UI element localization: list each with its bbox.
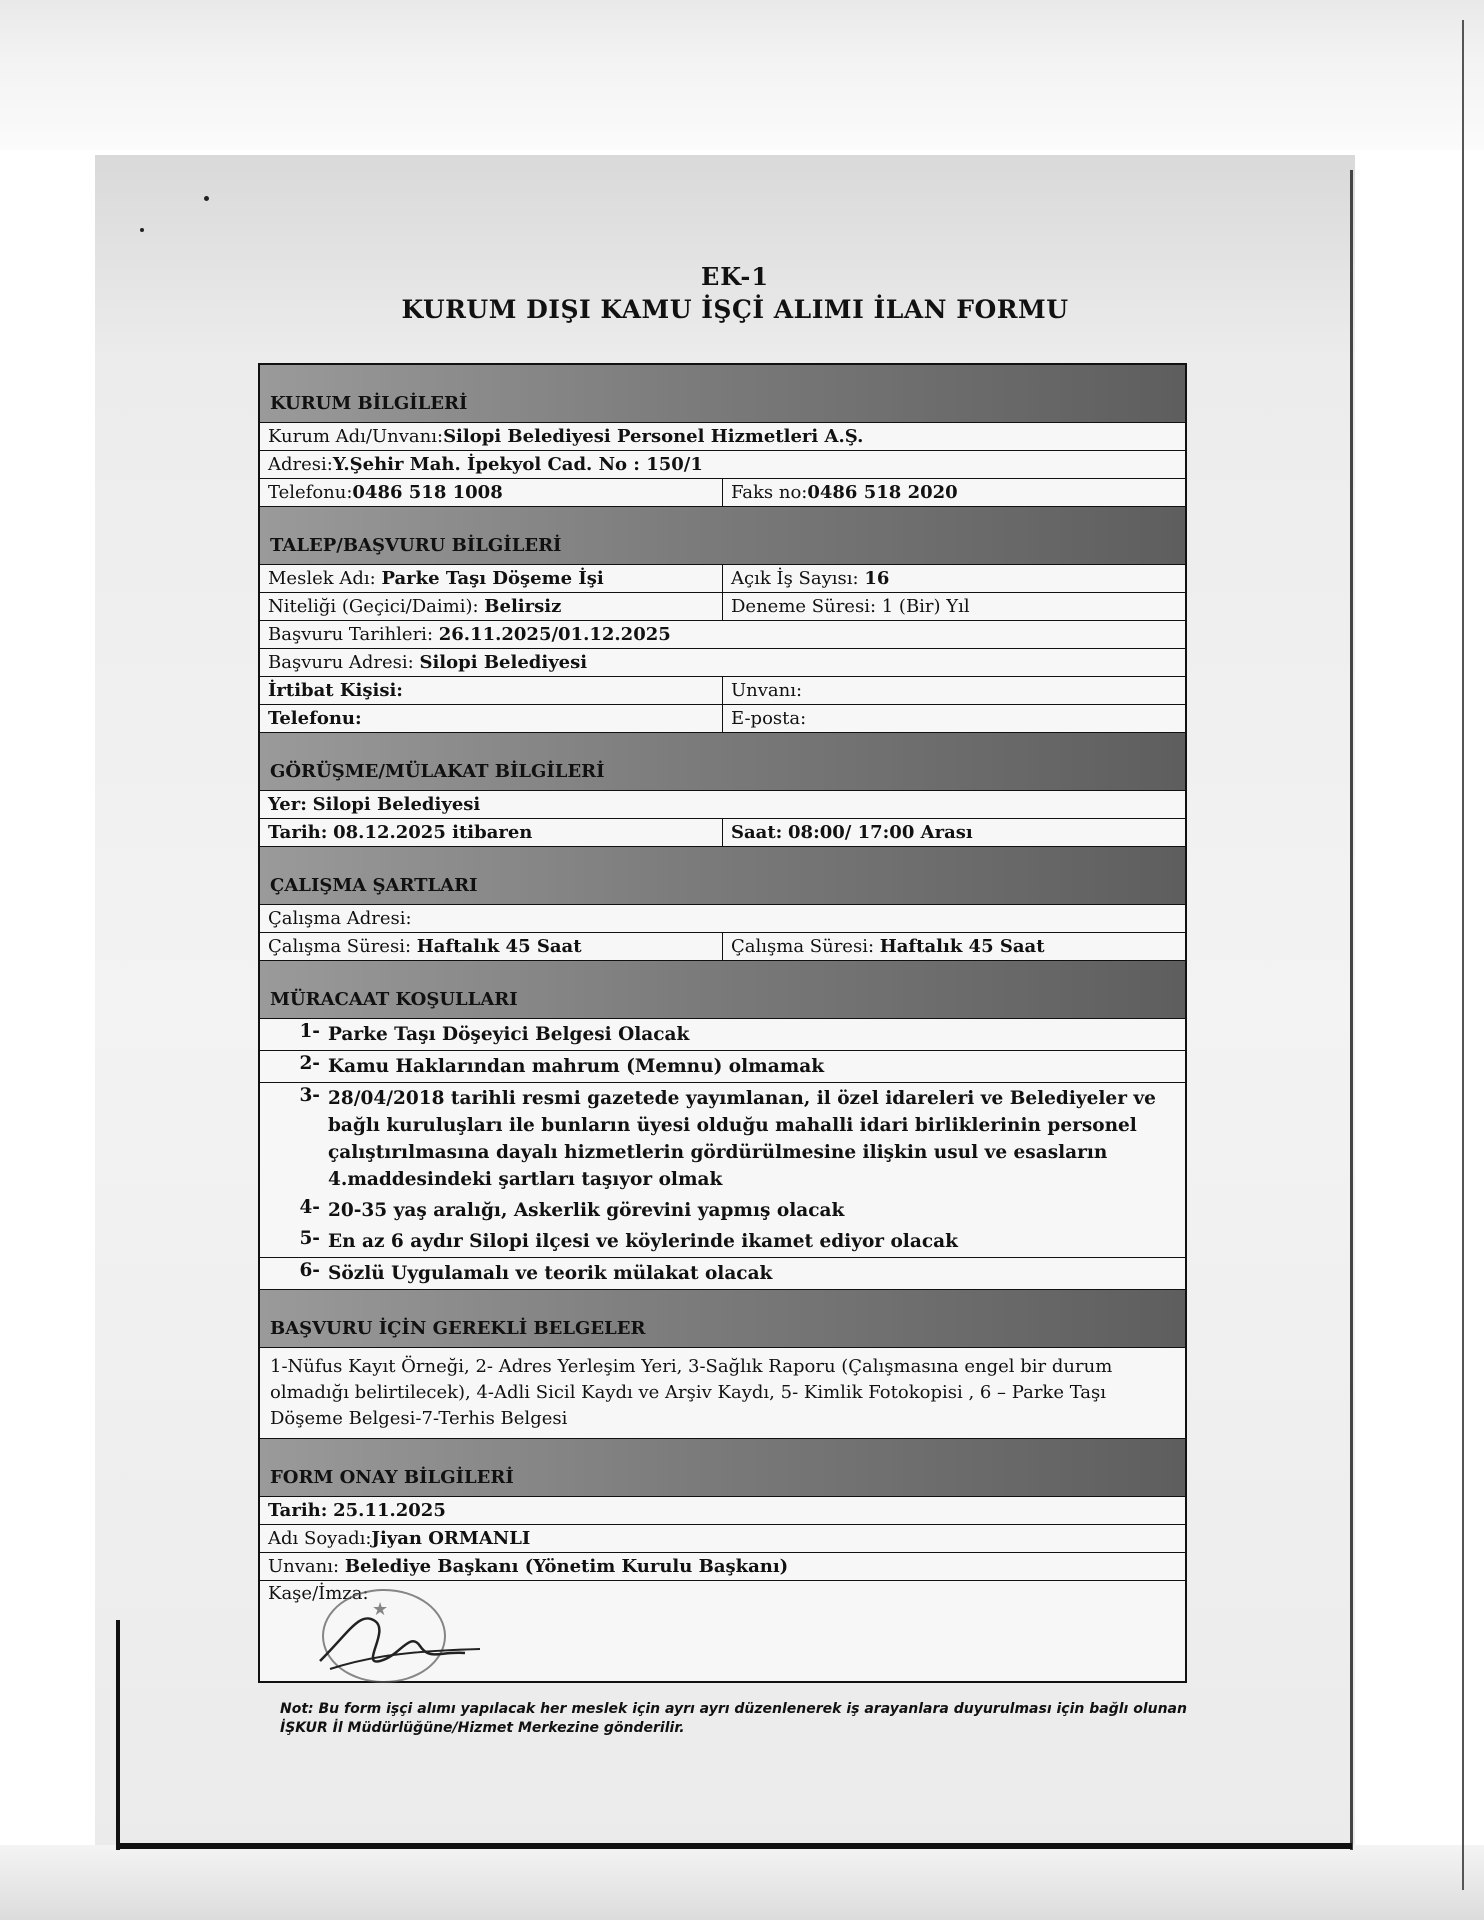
field-label: Unvanı: xyxy=(731,680,803,701)
item-text: En az 6 aydır Silopi ilçesi ve köylerinde ikamet ediyor olacak xyxy=(328,1231,958,1252)
list-item xyxy=(260,1195,1185,1226)
signature xyxy=(300,1591,500,1681)
row-kurum-address xyxy=(260,451,1185,479)
field-label: Saat: xyxy=(731,822,783,843)
item-number: 6- xyxy=(299,1260,320,1281)
section-gorusme: GÖRÜŞME/MÜLAKAT BİLGİLERİ xyxy=(260,733,1185,791)
field-value: Silopi Belediyesi xyxy=(312,794,481,815)
field-value: 0486 518 2020 xyxy=(807,482,958,503)
section-onay: FORM ONAY BİLGİLERİ xyxy=(260,1439,1185,1497)
field-label: Yer: xyxy=(268,794,307,815)
row-contact xyxy=(260,677,1185,705)
item-text: 20-35 yaş aralığı, Askerlik görevini yapmış olacak xyxy=(328,1200,845,1221)
scan-speck xyxy=(140,228,144,232)
row-job xyxy=(260,565,1185,593)
field-value: 26.11.2025/01.12.2025 xyxy=(438,624,671,645)
field-label: Tarih: xyxy=(268,1500,328,1521)
field-value: Y.Şehir Mah. İpekyol Cad. No : 150/1 xyxy=(332,454,703,475)
announcement-form xyxy=(258,363,1187,1683)
row-kurum-name xyxy=(260,423,1185,451)
item-text: 28/04/2018 tarihli resmi gazetede yayımlanan, il özel idareleri ve Belediyeler ve bağlı kuruluşları ile bunların üyesi olduğu mahalli idari birliklerinin personel çalıştırılmasına dayalı hizmetlerin gördürülmesine ilişkin usul ve esasların 4.maddesindeki şartları taşıyor olmak xyxy=(328,1088,1156,1190)
row-type xyxy=(260,593,1185,621)
row-approval-date xyxy=(260,1497,1185,1525)
field-label: Telefonu: xyxy=(268,708,362,729)
field-label: Açık İş Sayısı: xyxy=(731,568,859,589)
field-label: Telefonu: xyxy=(268,482,353,503)
field-value: 08:00/ 17:00 Arası xyxy=(788,822,973,843)
field-value: Jiyan ORMANLI xyxy=(371,1528,531,1549)
item-number: 2- xyxy=(299,1053,320,1074)
section-kurum: KURUM BİLGİLERİ xyxy=(260,365,1185,423)
field-value: 25.11.2025 xyxy=(333,1500,446,1521)
field-value: Belirsiz xyxy=(484,596,562,617)
row-contact-phone xyxy=(260,705,1185,733)
section-muracaat: MÜRACAAT KOŞULLARI xyxy=(260,961,1185,1019)
row-approver-name xyxy=(260,1525,1185,1553)
scan-shadow-top xyxy=(0,0,1484,150)
scan-speck xyxy=(204,196,209,201)
item-text: Kamu Haklarından mahrum (Memnu) olmamak xyxy=(328,1056,825,1077)
scan-shadow-bottom xyxy=(0,1845,1484,1920)
field-label: Deneme Süresi: xyxy=(731,596,877,617)
note-text: Bu form işçi alımı yapılacak her meslek için ayrı ayrı düzenlenerek iş arayanlara duyurulması için bağlı olunan İŞKUR İl Müdürlüğüne/Hizmet Merkezine gönderilir. xyxy=(280,1701,1187,1736)
field-value: 1 (Bir) Yıl xyxy=(881,596,970,617)
field-label: E-posta: xyxy=(731,708,807,729)
section-talep: TALEP/BAŞVURU BİLGİLERİ xyxy=(260,507,1185,565)
field-value: Haftalık 45 Saat xyxy=(879,936,1045,957)
field-label: Faks no: xyxy=(731,482,808,503)
row-kurum-phone xyxy=(260,479,1185,507)
list-item xyxy=(260,1051,1185,1083)
scan-edge-right xyxy=(1462,20,1464,1890)
page-edge-bottom xyxy=(116,1843,1352,1849)
field-label: Çalışma Süresi: xyxy=(731,936,875,957)
list-item xyxy=(260,1226,1185,1258)
field-label: Başvuru Tarihleri: xyxy=(268,624,434,645)
item-text: Sözlü Uygulamalı ve teorik mülakat olacak xyxy=(328,1263,773,1284)
field-value: 16 xyxy=(864,568,890,589)
required-documents: 1-Nüfus Kayıt Örneği, 2- Adres Yerleşim Yeri, 3-Sağlık Raporu (Çalışmasına engel bir durum olmadığı belirtilecek), 4-Adli Sicil Kaydı ve Arşiv Kaydı, 5- Kimlik Fotokopisi , 6 – Parke Taşı Döşeme Belgesi-7-Terhis Belgesi xyxy=(260,1348,1185,1439)
footer-note xyxy=(280,1700,1200,1738)
field-label: Başvuru Adresi: xyxy=(268,652,414,673)
page-edge-right xyxy=(1350,170,1353,1850)
page-edge-left xyxy=(116,1620,120,1850)
field-label: İrtibat Kişisi: xyxy=(268,680,403,701)
form-title: KURUM DIŞI KAMU İŞÇİ ALIMI İLAN FORMU xyxy=(401,295,1069,324)
field-value: Belediye Başkanı (Yönetim Kurulu Başkanı) xyxy=(344,1556,789,1577)
section-belgeler: BAŞVURU İÇİN GEREKLİ BELGELER xyxy=(260,1290,1185,1348)
row-dates xyxy=(260,621,1185,649)
field-label: Kaşe/İmza: xyxy=(268,1583,369,1604)
field-label: Meslek Adı: xyxy=(268,568,376,589)
field-label: Adı Soyadı: xyxy=(268,1528,372,1549)
field-value: Silopi Belediyesi xyxy=(419,652,588,673)
row-stamp-signature xyxy=(260,1581,1185,1681)
field-value: Parke Taşı Döşeme İşi xyxy=(381,568,604,589)
list-item xyxy=(260,1083,1185,1195)
field-label: Adresi: xyxy=(268,454,333,475)
field-label: Çalışma Adresi: xyxy=(268,908,412,929)
row-interview-date xyxy=(260,819,1185,847)
field-label: Niteliği (Geçici/Daimi): xyxy=(268,596,479,617)
row-approver-title xyxy=(260,1553,1185,1581)
row-work-duration xyxy=(260,933,1185,961)
item-number: 1- xyxy=(299,1021,320,1042)
field-value: 0486 518 1008 xyxy=(352,482,503,503)
row-place xyxy=(260,791,1185,819)
field-label: Çalışma Süresi: xyxy=(268,936,412,957)
row-work-address xyxy=(260,905,1185,933)
field-value: 08.12.2025 itibaren xyxy=(333,822,533,843)
note-label: Not: xyxy=(280,1701,314,1717)
list-item xyxy=(260,1019,1185,1051)
section-calisma: ÇALIŞMA ŞARTLARI xyxy=(260,847,1185,905)
item-text: Parke Taşı Döşeyici Belgesi Olacak xyxy=(328,1024,690,1045)
annex-label: EK-1 xyxy=(700,262,770,291)
field-label: Unvanı: xyxy=(268,1556,340,1577)
form-header xyxy=(270,262,1200,324)
item-number: 4- xyxy=(299,1197,320,1218)
star-icon: ★ xyxy=(372,1599,389,1620)
item-number: 3- xyxy=(299,1085,320,1106)
field-value: Haftalık 45 Saat xyxy=(416,936,582,957)
field-label: Kurum Adı/Unvanı: xyxy=(268,426,444,447)
list-item xyxy=(260,1258,1185,1290)
item-number: 5- xyxy=(299,1228,320,1249)
row-app-address xyxy=(260,649,1185,677)
field-label: Tarih: xyxy=(268,822,328,843)
field-value: Silopi Belediyesi Personel Hizmetleri A.Ş. xyxy=(443,426,864,447)
